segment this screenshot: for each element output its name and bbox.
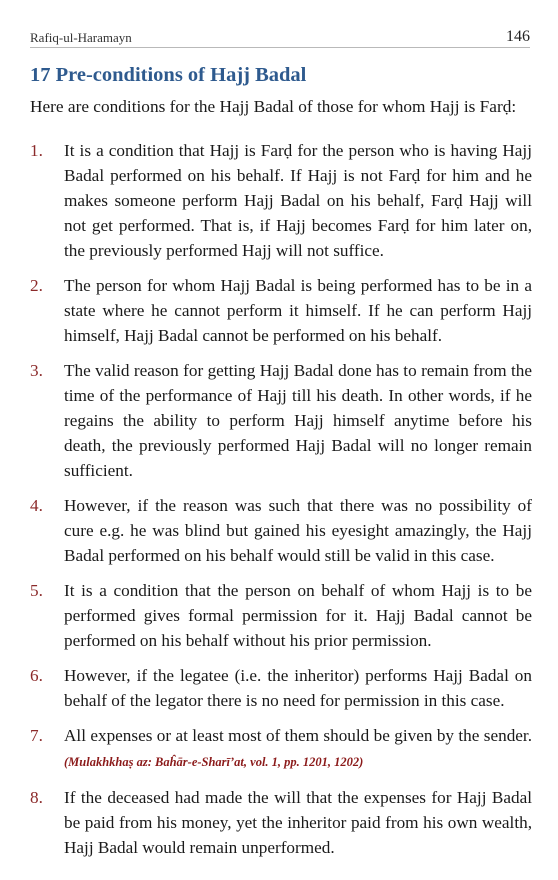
list-item [30,493,532,568]
item-number: 7. [30,726,43,745]
list-item [30,273,532,348]
item-text: It is a condition that the person on behalf of whom Hajj is to be performed gives formal permission for it. Hajj Badal cannot be performed on his behalf without his prior permission. [64,581,532,650]
item-number: 8. [30,788,43,807]
header-divider [30,47,530,48]
item-text: However, if the legatee (i.e. the inheritor) performs Hajj Badal on behalf of the legator there is no need for permission in this case. [64,666,532,710]
list-item [30,138,532,263]
item-text: The valid reason for getting Hajj Badal done has to remain from the time of the performance of Hajj till his death. In other words, if he regains the ability to perform Hajj himself anytime before his death, the previously performed Hajj Badal will no longer remain sufficient. [64,361,532,480]
item-number: 2. [30,276,43,295]
item-number: 5. [30,581,43,600]
list-item [30,358,532,483]
item-text: If the deceased had made the will that the expenses for Hajj Badal be paid from his money, yet the inheritor paid from his own wealth, Hajj Badal would remain unperformed. [64,788,532,857]
item-text-with-citation [64,723,532,775]
page-number: 146 [506,28,530,45]
item-text: It is a condition that Hajj is Farḍ for the person who is having Hajj Badal performed on his behalf. If Hajj is not Farḍ for him and he makes someone perform Hajj Badal on his behalf, Farḍ Hajj will not get performed. That is, if Hajj becomes Farḍ for him later on, the previously performed Hajj will not suffice. [64,141,532,260]
citation: (Mulakhkhaṣ az: Baĥār-e-Sharī’at, vol. 1, pp. 1201, 1202) [64,755,364,769]
item-number: 1. [30,141,43,160]
item-text: All expenses or at least most of them should be given by the sender. [64,726,532,745]
list-item [30,785,532,860]
list-item [30,723,532,775]
conditions-list [30,138,532,870]
list-item [30,663,532,713]
section-heading: 17 Pre-conditions of Hajj Badal [30,64,307,86]
intro-paragraph: Here are conditions for the Hajj Badal of those for whom Hajj is Farḍ: [30,97,517,116]
item-number: 3. [30,361,43,380]
item-text: However, if the reason was such that there was no possibility of cure e.g. he was blind but gained his eyesight amazingly, the Hajj Badal performed on his behalf would still be valid in this case. [64,496,532,565]
item-text: The person for whom Hajj Badal is being performed has to be in a state where he cannot perform it himself. If he can perform Hajj himself, Hajj Badal cannot be performed on his behalf. [64,276,532,345]
item-number: 6. [30,666,43,685]
book-title: Rafiq-ul-Haramayn [30,30,132,45]
list-item [30,578,532,653]
item-number: 4. [30,496,43,515]
running-header [30,22,530,46]
